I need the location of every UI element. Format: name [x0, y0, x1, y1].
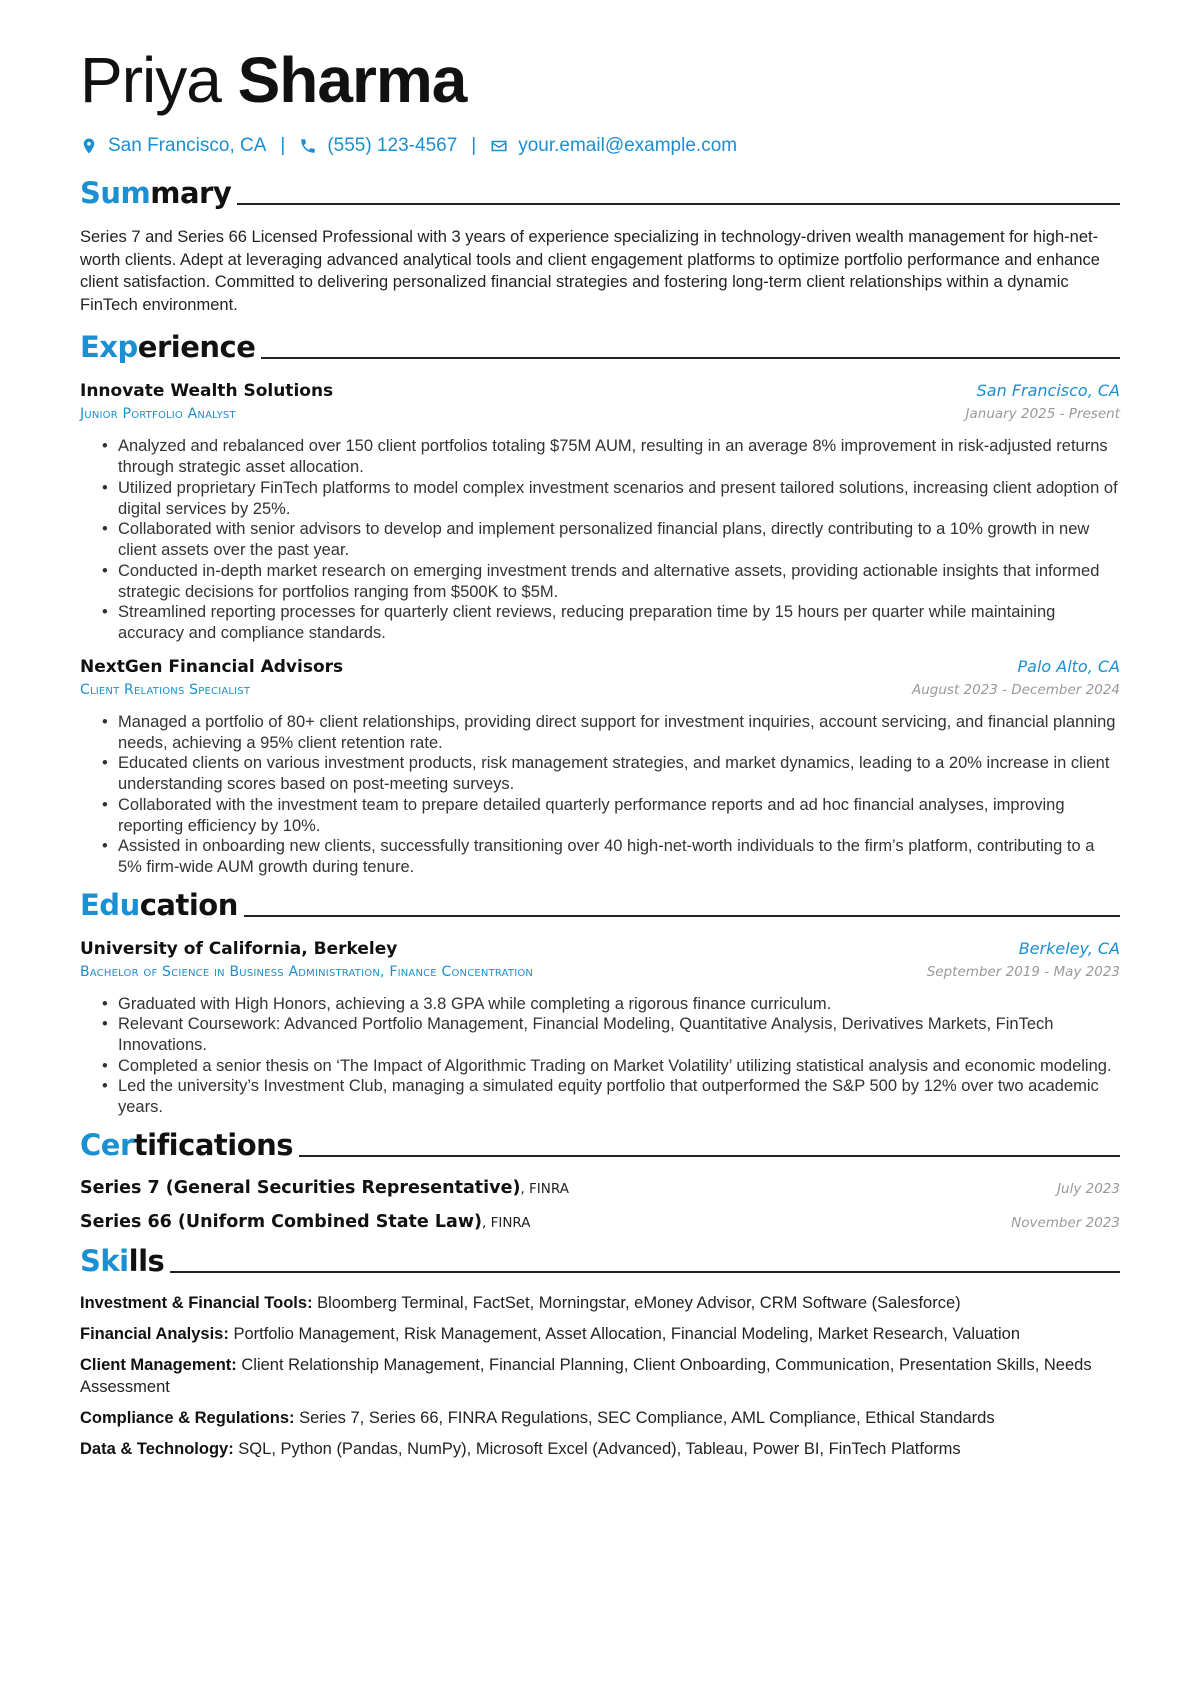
email-text: your.email@example.com — [518, 135, 738, 156]
list-item: • Relevant Coursework: Advanced Portfolio Management, Financial Modeling, Quantitative Analysis, Derivatives Markets, FinTech Innovations. — [102, 1014, 1120, 1056]
list-item: • Led the university’s Investment Club, managing a simulated equity portfolio that outperformed the S&P 500 by 12% over two academic years. — [102, 1076, 1120, 1118]
experience-heading — [80, 326, 1120, 366]
skill-values: Portfolio Management, Risk Management, Asset Allocation, Financial Modeling, Market Research, Valuation — [228, 1324, 1021, 1343]
section-rule — [244, 915, 1120, 917]
candidate-name — [80, 40, 1120, 120]
cert-date: July 2023 — [1057, 1180, 1120, 1197]
certifications-title-accent: Cer — [80, 1127, 134, 1162]
skill-line — [80, 1407, 1120, 1429]
contact-phone[interactable] — [299, 135, 457, 157]
summary-title-rest: mary — [150, 176, 232, 210]
school-location: Berkeley, CA — [1018, 938, 1120, 958]
contact-email[interactable] — [490, 135, 737, 157]
job-org: NextGen Financial Advisors — [80, 656, 344, 677]
certification-item — [80, 1174, 1120, 1202]
phone-icon — [299, 137, 317, 155]
list-item: • Conducted in-depth market research on emerging investment trends and alternative assets, providing actionable insights that informed strategic decisions for portfolios ranging from $500K to $5M. — [102, 561, 1120, 603]
education-entry — [80, 936, 1120, 1119]
location-text: San Francisco, CA — [108, 135, 267, 156]
experience-title-rest: erience — [137, 330, 256, 364]
education-dates: September 2019 - May 2023 — [926, 963, 1120, 980]
cert-name: Series 7 (General Securities Representative) — [80, 1177, 521, 1198]
skill-values: SQL, Python (Pandas, NumPy), Microsoft Excel (Advanced), Tableau, Power BI, FinTech Platforms — [233, 1439, 961, 1458]
job-location: Palo Alto, CA — [1017, 656, 1120, 676]
map-pin-icon — [80, 137, 98, 155]
skill-category: Compliance & Regulations: — [80, 1408, 295, 1427]
skill-line — [80, 1438, 1120, 1460]
summary-title-accent: Sum — [80, 176, 151, 210]
skills-title-rest: lls — [128, 1243, 165, 1278]
list-item: • Completed a senior thesis on ‘The Impact of Algorithmic Trading on Market Volatility’ utilizing statistical analysis and economic modeling. — [102, 1056, 1120, 1077]
contact-location — [80, 135, 266, 157]
list-item: • Educated clients on various investment products, risk management strategies, and market dynamics, leading to a 20% increase in client understanding scores based on post-meeting surveys. — [102, 753, 1120, 795]
cert-date: November 2023 — [1011, 1214, 1120, 1231]
list-item: • Streamlined reporting processes for quarterly client reviews, reducing preparation time by 15 hours per quarter while maintaining accuracy and compliance standards. — [102, 602, 1120, 644]
education-title-accent: Edu — [80, 887, 140, 922]
skill-values: Series 7, Series 66, FINRA Regulations, SEC Compliance, AML Compliance, Ethical Standards — [294, 1408, 995, 1427]
education-heading — [80, 884, 1120, 924]
skill-values: Bloomberg Terminal, FactSet, Morningstar, eMoney Advisor, CRM Software (Salesforce) — [312, 1293, 961, 1312]
list-item: • Assisted in onboarding new clients, successfully transitioning over 40 high-net-worth individuals to the firm’s platform, contributing to a 5% firm-wide AUM growth during tenure. — [102, 836, 1120, 878]
skills-heading — [80, 1240, 1120, 1280]
job-role: Client Relations Specialist — [80, 681, 251, 698]
skill-line — [80, 1292, 1120, 1314]
job-entry — [80, 378, 1120, 644]
list-item: • Collaborated with the investment team to prepare detailed quarterly performance reports and ad hoc financial analyses, improving reporting efficiency by 10%. — [102, 795, 1120, 837]
first-name: Priya — [80, 44, 221, 116]
job-dates: January 2025 - Present — [965, 406, 1120, 422]
certification-item — [80, 1208, 1120, 1236]
phone-text: (555) 123-4567 — [327, 135, 458, 156]
section-rule — [237, 203, 1120, 205]
job-bullets — [102, 712, 1120, 879]
contact-bar — [80, 132, 1120, 160]
skill-category: Data & Technology: — [80, 1439, 234, 1458]
certifications-title-rest: tifications — [133, 1127, 294, 1162]
job-dates: August 2023 - December 2024 — [912, 681, 1120, 698]
education-bullets — [102, 994, 1120, 1119]
section-rule — [170, 1271, 1120, 1273]
job-location: San Francisco, CA — [976, 381, 1120, 400]
experience-title-accent: Exp — [80, 330, 138, 364]
envelope-icon — [490, 137, 508, 155]
skill-category: Client Management: — [80, 1355, 237, 1374]
job-role: Junior Portfolio Analyst — [80, 406, 236, 422]
cert-name: Series 66 (Uniform Combined State Law) — [80, 1211, 482, 1232]
cert-issuer: , FINRA — [482, 1214, 531, 1231]
section-rule — [261, 357, 1120, 359]
education-title-rest: cation — [139, 887, 238, 922]
section-rule — [299, 1155, 1120, 1157]
job-entry — [80, 654, 1120, 879]
job-bullets — [102, 436, 1120, 644]
school-name: University of California, Berkeley — [80, 938, 398, 959]
list-item: • Utilized proprietary FinTech platforms to model complex investment scenarios and present tailored solutions, increasing client adoption of digital services by 25%. — [102, 478, 1120, 520]
contact-separator: | — [471, 135, 477, 156]
degree: Bachelor of Science in Business Administration, Finance Concentration — [80, 963, 534, 980]
list-item: • Managed a portfolio of 80+ client relationships, providing direct support for investment inquiries, account servicing, and financial planning needs, achieving a 95% client retention rate. — [102, 712, 1120, 754]
certifications-heading — [80, 1124, 1120, 1164]
skill-category: Financial Analysis: — [80, 1324, 229, 1343]
skills-title-accent: Ski — [80, 1243, 129, 1278]
skill-line — [80, 1354, 1120, 1398]
list-item: • Analyzed and rebalanced over 150 client portfolios totaling $75M AUM, resulting in an average 8% improvement in risk-adjusted returns through strategic asset allocation. — [102, 436, 1120, 478]
cert-issuer: , FINRA — [520, 1180, 569, 1197]
skill-line — [80, 1323, 1120, 1345]
resume-page — [80, 40, 1120, 1460]
job-org: Innovate Wealth Solutions — [80, 381, 334, 401]
skill-values: Client Relationship Management, Financial Planning, Client Onboarding, Communication, Presentation Skills, Needs Assessment — [80, 1355, 1092, 1396]
list-item: • Graduated with High Honors, achieving a 3.8 GPA while completing a rigorous finance curriculum. — [102, 994, 1120, 1015]
last-name: Sharma — [237, 44, 467, 116]
list-item: • Collaborated with senior advisors to develop and implement personalized financial plans, directly contributing to a 10% growth in new client assets over the past year. — [102, 519, 1120, 561]
summary-heading — [80, 172, 1120, 212]
contact-separator: | — [280, 135, 286, 156]
summary-text: Series 7 and Series 66 Licensed Professional with 3 years of experience specializing in technology-driven wealth management for high-net-worth clients. Adept at leveraging advanced analytical tools and client engagement platforms to optimize portfolio performance and enhance client satisfaction. Committed to delivering personalized financial strategies and fostering long-term client relationships within a dynamic FinTech environment. — [80, 228, 1100, 314]
skill-category: Investment & Financial Tools: — [80, 1293, 313, 1312]
